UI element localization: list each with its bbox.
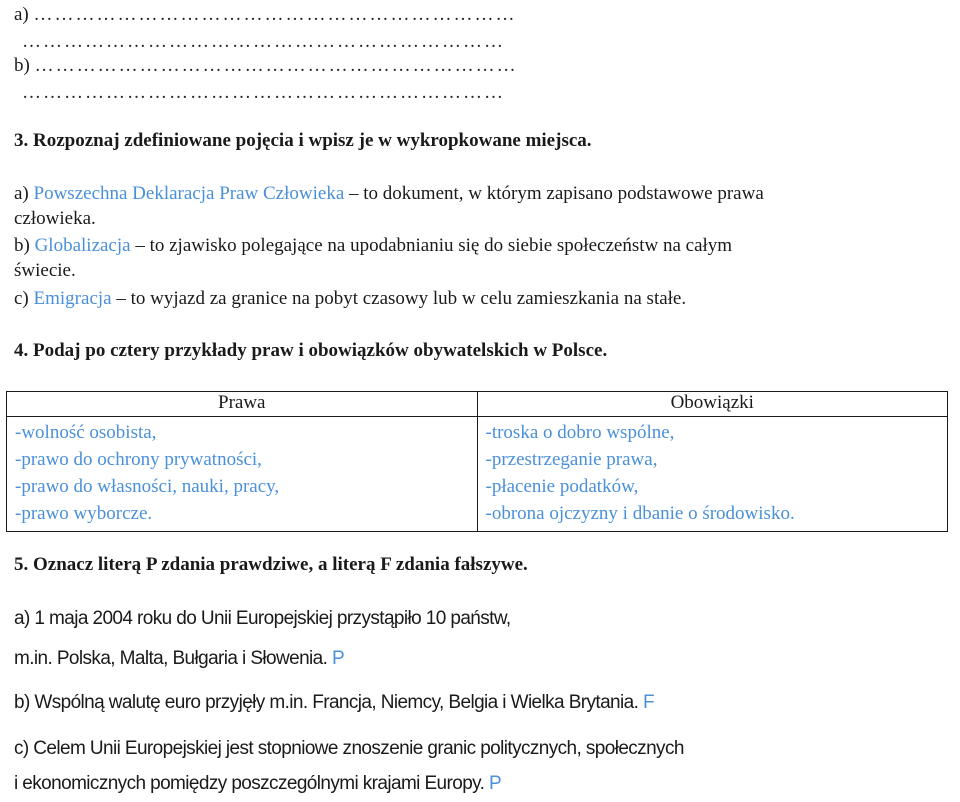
dotted-line-b bbox=[14, 55, 518, 77]
q3-item-b-answer: Globalizacja bbox=[34, 235, 131, 256]
rights-item: -prawo do ochrony prywatności, bbox=[15, 449, 262, 470]
duties-item: -troska o dobro wspólne, bbox=[485, 422, 675, 443]
q5-heading: 5. Oznacz literą P zdania prawdziwe, a literą F zdania fałszywe. bbox=[14, 554, 528, 575]
q3-item-b-prefix: b) bbox=[14, 235, 35, 256]
duties-item: -przestrzeganie prawa, bbox=[485, 449, 658, 470]
q3-item-b-line2: świecie. bbox=[14, 260, 76, 281]
table-body-row bbox=[7, 417, 948, 532]
duties-item: -obrona ojczyzny i dbanie o środowisko. bbox=[485, 503, 795, 524]
q3-item-a bbox=[14, 183, 764, 205]
dotted-line-a2 bbox=[22, 31, 505, 53]
duties-item: -płacenie podatków, bbox=[485, 476, 639, 497]
dotted-fill-b1: …………………………………………………………… bbox=[34, 55, 518, 76]
q3-item-a-line2: człowieka. bbox=[14, 208, 96, 229]
dotted-line-b2 bbox=[22, 82, 505, 104]
dotted-label-b: b) bbox=[14, 55, 30, 76]
q3-item-b-text: – to zjawisko polegające na upodabnianiu się do siebie społeczeństw na całym bbox=[130, 235, 733, 256]
rights-header: Prawa bbox=[7, 392, 478, 417]
q5-item-a-text: m.in. Polska, Malta, Bułgaria i Słowenia. bbox=[14, 648, 333, 669]
rights-duties-table bbox=[6, 391, 948, 532]
q3-item-c-answer: Emigracja bbox=[33, 288, 112, 309]
q5-item-c-answer: P bbox=[489, 773, 502, 794]
dotted-fill-b2: …………………………………………………………… bbox=[22, 82, 505, 103]
q5-item-b-answer: F bbox=[642, 692, 654, 713]
q3-item-a-answer: Powszechna Deklaracja Praw Człowieka bbox=[33, 183, 345, 204]
rights-cell bbox=[7, 417, 478, 532]
q5-item-a-line2 bbox=[14, 648, 344, 670]
q5-item-c-line2 bbox=[14, 773, 501, 795]
duties-header: Obowiązki bbox=[477, 392, 948, 417]
dotted-line-a bbox=[14, 4, 517, 26]
duties-cell bbox=[477, 417, 948, 532]
dotted-label-a: a) bbox=[14, 4, 29, 25]
dotted-fill-a1: …………………………………………………………… bbox=[33, 4, 517, 25]
q3-item-c-prefix: c) bbox=[14, 288, 34, 309]
q5-item-b bbox=[14, 692, 654, 714]
q5-item-b-text: b) Wspólną walutę euro przyjęły m.in. Francja, Niemcy, Belgia i Wielka Brytania. bbox=[14, 692, 643, 713]
q3-item-c-text: – to wyjazd za granice na pobyt czasowy lub w celu zamieszkania na stałe. bbox=[111, 288, 687, 309]
q3-item-a-text: – to dokument, w którym zapisano podstawowe prawa bbox=[344, 183, 764, 204]
dotted-fill-a2: …………………………………………………………… bbox=[22, 31, 505, 52]
table-header-row bbox=[7, 392, 948, 417]
rights-item: -wolność osobista, bbox=[15, 422, 157, 443]
q3-heading: 3. Rozpoznaj zdefiniowane pojęcia i wpisz je w wykropkowane miejsca. bbox=[14, 130, 592, 151]
q3-item-c bbox=[14, 288, 686, 310]
q3-item-a-prefix: a) bbox=[14, 183, 34, 204]
q5-item-a-answer: P bbox=[332, 648, 345, 669]
rights-item: -prawo wyborcze. bbox=[15, 503, 153, 524]
q3-item-b bbox=[14, 235, 732, 257]
q5-item-c-text: i ekonomicznych pomiędzy poszczególnymi krajami Europy. bbox=[14, 773, 490, 794]
rights-item: -prawo do własności, nauki, pracy, bbox=[15, 476, 280, 497]
q5-item-c: c) Celem Unii Europejskiej jest stopniowe znoszenie granic politycznych, społecznych bbox=[14, 738, 684, 759]
q5-item-a: a) 1 maja 2004 roku do Unii Europejskiej przystąpiło 10 państw, bbox=[14, 608, 511, 629]
q4-heading: 4. Podaj po cztery przykłady praw i obowiązków obywatelskich w Polsce. bbox=[14, 340, 608, 361]
